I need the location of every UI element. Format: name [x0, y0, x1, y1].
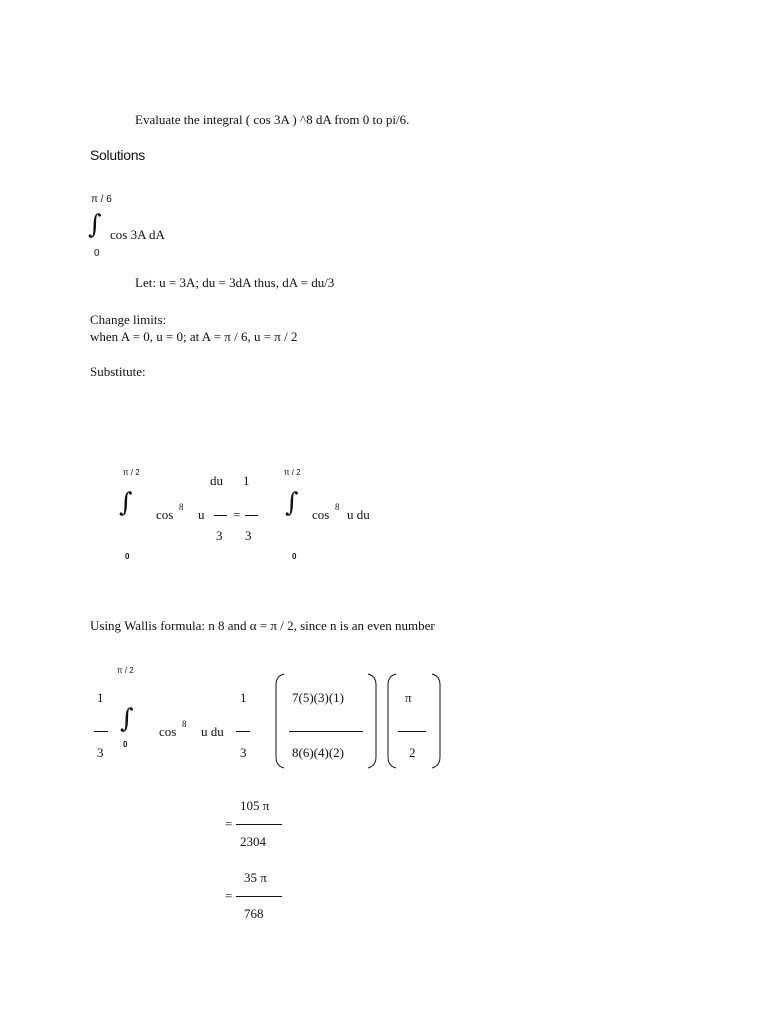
change-limits-label: Change limits:	[90, 312, 167, 327]
fraction-bar	[214, 515, 227, 516]
integral2-lower-right: 0	[292, 552, 297, 561]
wallis-upper-limit: π / 2	[117, 666, 134, 675]
u-du-term: u du	[347, 507, 370, 522]
right-parenthesis	[367, 673, 377, 769]
integral-sign: ∫	[120, 704, 134, 734]
u-du-term: u du	[201, 724, 224, 739]
problem-statement: Evaluate the integral ( cos 3A ) ^8 dA from 0 to pi/6.	[135, 112, 410, 127]
one-numerator: 1	[240, 690, 247, 705]
wallis-numerator: 7(5)(3)(1)	[292, 690, 344, 705]
u-term: u	[198, 507, 205, 522]
cos-term: cos	[156, 507, 174, 522]
fraction-bar	[289, 731, 363, 732]
three-denominator: 3	[245, 528, 252, 543]
power-8: 8	[179, 502, 184, 512]
substitution-let: Let: u = 3A; du = 3dA thus, dA = du/3	[135, 275, 335, 290]
cos-term: cos	[312, 507, 330, 522]
integral-sign: ∫	[88, 210, 102, 240]
integral2-upper-right: π / 2	[284, 468, 301, 477]
fraction-bar	[236, 731, 250, 732]
integral1-lower-limit: 0	[94, 248, 100, 259]
right-parenthesis	[431, 673, 441, 769]
result1-denominator: 2304	[240, 834, 266, 849]
fraction-bar	[245, 515, 258, 516]
du-numerator: du	[210, 473, 223, 488]
substitute-label: Substitute:	[90, 364, 146, 379]
result2-numerator: 35 π	[244, 870, 267, 885]
cos-term: cos	[159, 724, 177, 739]
wallis-statement: Using Wallis formula: n 8 and α = π / 2, since n is an even number	[90, 618, 435, 633]
equals-sign: =	[225, 816, 233, 831]
result2-denominator: 768	[244, 906, 264, 921]
left-parenthesis	[387, 673, 397, 769]
integral1-integrand: cos 3A dA	[110, 227, 165, 242]
fraction-bar	[398, 731, 426, 732]
fraction-bar	[236, 896, 282, 897]
two-denominator: 2	[409, 745, 416, 760]
one-numerator: 1	[243, 473, 250, 488]
integral1-upper-limit: π / 6	[91, 194, 112, 205]
equals-sign: =	[225, 888, 233, 903]
three-denominator: 3	[240, 745, 247, 760]
three-denominator: 3	[97, 745, 104, 760]
pi-numerator: π	[405, 690, 412, 705]
integral-sign: ∫	[285, 488, 299, 518]
integral2-lower-left: 0	[125, 552, 130, 561]
equals-sign: =	[233, 507, 241, 522]
solutions-heading: Solutions	[90, 147, 145, 163]
left-parenthesis	[275, 673, 285, 769]
fraction-bar	[236, 824, 282, 825]
fraction-bar	[94, 731, 108, 732]
one-numerator: 1	[97, 690, 104, 705]
three-denominator: 3	[216, 528, 223, 543]
power-8: 8	[335, 502, 340, 512]
result1-numerator: 105 π	[240, 798, 270, 813]
power-8: 8	[182, 719, 187, 729]
integral2-upper-left: π / 2	[123, 468, 140, 477]
limits-line: when A = 0, u = 0; at A = π / 6, u = π / 2	[90, 329, 298, 344]
wallis-lower-limit: 0	[123, 740, 128, 749]
integral-sign: ∫	[119, 488, 133, 518]
wallis-denominator: 8(6)(4)(2)	[292, 745, 344, 760]
